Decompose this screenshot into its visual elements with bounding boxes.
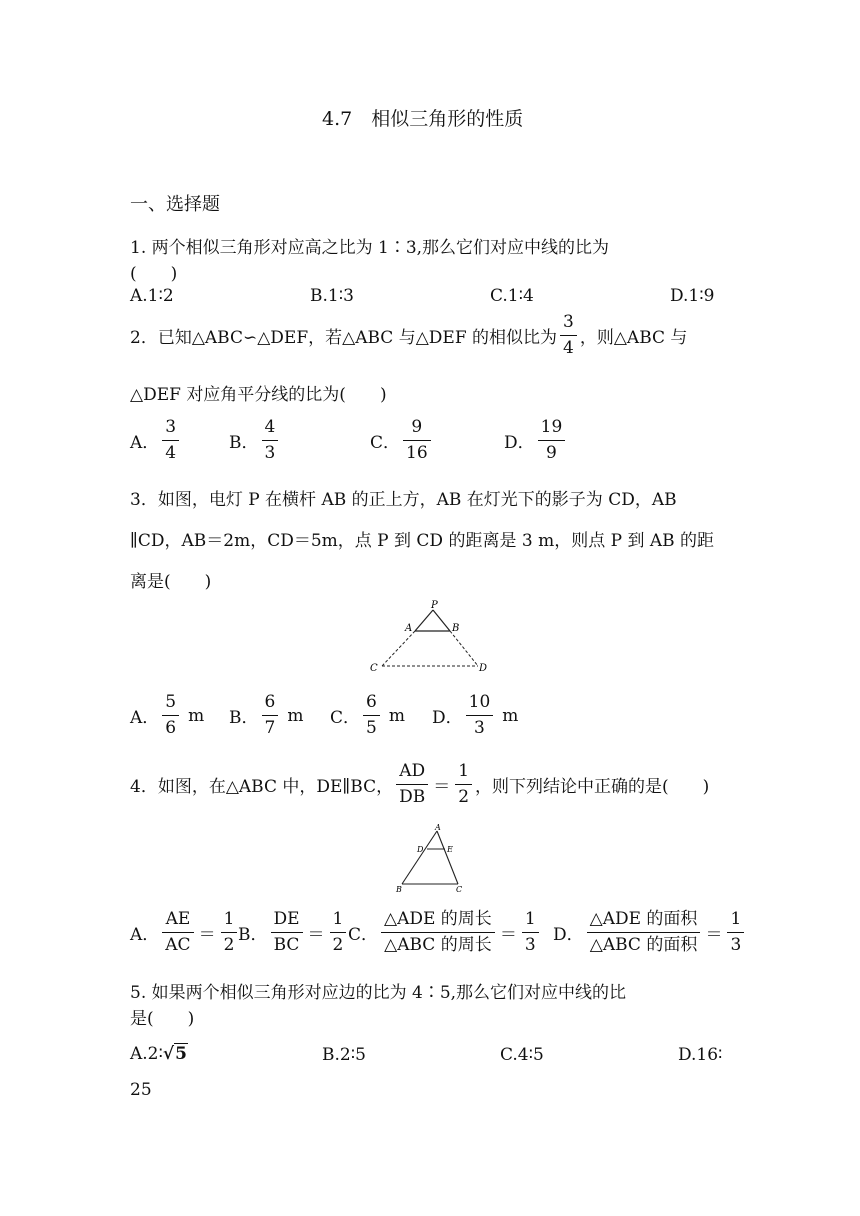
- denominator: 3: [264, 442, 276, 463]
- fraction: [381, 910, 495, 955]
- q5-option-d-wrap: 25: [130, 1080, 152, 1100]
- q1-option-c: C.1∶4: [490, 286, 534, 306]
- label-p: P: [431, 600, 438, 611]
- fraction: [587, 910, 701, 955]
- q5-paren: 是( ): [130, 1009, 195, 1029]
- sqrt-symbol: √: [162, 1043, 175, 1064]
- fraction: [538, 418, 566, 463]
- equals-sign: ＝: [307, 925, 325, 946]
- q4-option-d: [553, 910, 747, 955]
- denominator: 7: [264, 717, 276, 738]
- q2-ratio-fraction: [560, 313, 577, 358]
- segment-ac: [437, 831, 458, 884]
- section-heading: 一、选择题: [130, 194, 220, 215]
- q1-option-d: D.1∶9: [670, 286, 715, 306]
- denominator: △ABC 的面积: [589, 934, 698, 955]
- q3-option-c: [330, 693, 405, 738]
- segment-bd: [450, 631, 478, 666]
- denominator: 16: [406, 442, 428, 463]
- segment-pb: [433, 610, 450, 631]
- fraction: [403, 418, 431, 463]
- fraction: [162, 418, 179, 463]
- label-b: B: [396, 885, 402, 894]
- denominator: 3: [524, 934, 536, 955]
- numerator: 1: [727, 910, 744, 933]
- q2-text-a: 2．已知△ABC∽△DEF，若△ABC 与△DEF 的相似比为: [130, 328, 558, 349]
- q2-line2: △DEF 对应角平分线的比为( ): [130, 385, 387, 405]
- numerator: 3: [162, 418, 179, 441]
- q4-condition-fraction: [396, 762, 428, 807]
- numerator: DE: [271, 910, 303, 933]
- denominator: 3: [730, 934, 742, 955]
- q4-option-a: [130, 910, 240, 955]
- denominator: △ABC 的周长: [384, 934, 492, 955]
- label-d: D: [417, 845, 424, 854]
- fraction: [522, 910, 539, 955]
- q4-condition-ratio: [455, 762, 472, 807]
- numerator: △ADE 的周长: [381, 910, 495, 933]
- segment-pa: [415, 610, 433, 631]
- option-label: C．: [370, 433, 401, 454]
- numerator: 5: [162, 693, 179, 716]
- denominator: 4: [165, 442, 177, 463]
- fraction: [330, 910, 347, 955]
- fraction: [262, 693, 279, 738]
- q4-text-b: ，则下列结论中正确的是( ): [475, 777, 710, 798]
- denominator: 3: [474, 717, 485, 738]
- fraction: [466, 693, 494, 738]
- option-label: D．: [553, 925, 584, 946]
- option-label: C．: [330, 708, 361, 729]
- denominator: DB: [399, 786, 426, 807]
- q5-option-d: D.16∶: [678, 1045, 723, 1065]
- page-title: 4.7 相似三角形的性质: [322, 108, 524, 130]
- denominator: 2: [458, 786, 470, 807]
- numerator: 1: [221, 910, 238, 933]
- q2-text-b: ，则△ABC 与: [579, 328, 688, 349]
- denominator: 5: [366, 717, 377, 738]
- numerator: 9: [403, 418, 431, 441]
- option-label: D．: [432, 708, 463, 729]
- q2-option-b: [229, 418, 281, 463]
- q4-option-c: [348, 910, 542, 955]
- q3-option-b: [229, 693, 303, 738]
- q3-line1: 3．如图，电灯 P 在横杆 AB 的正上方，AB 在灯光下的影子为 CD，AB: [130, 490, 677, 510]
- option-label: A.2∶: [130, 1043, 163, 1064]
- fraction: [162, 910, 193, 955]
- fraction: [363, 693, 380, 738]
- option-label: B．: [238, 925, 268, 946]
- label-a: A: [405, 623, 413, 634]
- denominator: 9: [546, 442, 557, 463]
- q1-option-a: A.1∶2: [130, 286, 174, 306]
- q3-option-a: [130, 693, 204, 738]
- numerator: 1: [330, 910, 347, 933]
- q2-ratio-num: 3: [560, 313, 577, 336]
- numerator: AE: [162, 910, 193, 933]
- q3-line3: 离是( ): [130, 572, 212, 592]
- q1-paren: ( ): [130, 264, 178, 284]
- option-label: A．: [130, 433, 160, 454]
- denominator: 6: [165, 717, 177, 738]
- denominator: 2: [223, 934, 235, 955]
- q3-option-d: [432, 693, 518, 738]
- segment-ab: [402, 831, 437, 884]
- option-label: A．: [130, 925, 160, 946]
- denominator: 2: [332, 934, 344, 955]
- numerator: 6: [262, 693, 279, 716]
- q3-figure: [360, 598, 500, 678]
- q4-option-b: [238, 910, 349, 955]
- q4-line1: [130, 762, 709, 807]
- q1-option-b: B.1∶3: [310, 286, 354, 306]
- label-e: E: [447, 845, 453, 854]
- denominator: BC: [273, 934, 300, 955]
- numerator: 4: [262, 418, 279, 441]
- unit: m: [502, 705, 519, 726]
- equals-sign: ＝: [705, 925, 723, 946]
- fraction: [162, 693, 179, 738]
- equals-sign: ＝: [499, 925, 517, 946]
- numerator: 1: [522, 910, 539, 933]
- fraction: [221, 910, 238, 955]
- unit: m: [388, 705, 405, 726]
- fraction: [262, 418, 279, 463]
- q2-line1: [130, 313, 687, 358]
- equals-sign: ＝: [198, 925, 216, 946]
- option-label: A．: [130, 708, 160, 729]
- unit: m: [287, 705, 304, 726]
- q3-line2: ∥CD，AB＝2m，CD＝5m，点 P 到 CD 的距离是 3 m，则点 P 到 AB 的距: [130, 531, 715, 551]
- label-b: B: [452, 623, 460, 634]
- option-label: D．: [504, 433, 535, 454]
- q4-text-a: 4．如图，在△ABC 中，DE∥BC，: [130, 777, 394, 798]
- q2-ratio-den: 4: [563, 337, 574, 358]
- fraction: [727, 910, 744, 955]
- numerator: 10: [466, 693, 494, 716]
- q5-option-b: B.2∶5: [322, 1045, 366, 1065]
- q1-text: 1. 两个相似三角形对应高之比为 1∶3,那么它们对应中线的比为: [130, 238, 610, 258]
- q2-option-c: [370, 418, 434, 463]
- numerator: AD: [396, 762, 428, 785]
- q5-option-a: [130, 1043, 188, 1064]
- q5-option-c: C.4∶5: [500, 1045, 544, 1065]
- q4-figure: [390, 822, 470, 894]
- q2-option-a: [130, 418, 182, 463]
- numerator: 1: [455, 762, 472, 785]
- unit: m: [188, 705, 205, 726]
- numerator: 6: [363, 693, 380, 716]
- option-label: B．: [229, 433, 259, 454]
- label-c: C: [370, 663, 378, 674]
- equals-sign: ＝: [433, 777, 451, 798]
- fraction: [271, 910, 303, 955]
- label-a: A: [435, 823, 441, 832]
- option-label: C．: [348, 925, 379, 946]
- q2-option-d: [504, 418, 568, 463]
- segment-ac: [382, 631, 415, 666]
- numerator: △ADE 的面积: [587, 910, 701, 933]
- sqrt-radicand: 5: [175, 1044, 187, 1064]
- option-label: B．: [229, 708, 259, 729]
- label-c: C: [456, 885, 463, 894]
- q5-text: 5. 如果两个相似三角形对应边的比为 4∶5,那么它们对应中线的比: [130, 983, 627, 1003]
- denominator: AC: [165, 934, 191, 955]
- label-d: D: [479, 663, 488, 674]
- numerator: 19: [538, 418, 566, 441]
